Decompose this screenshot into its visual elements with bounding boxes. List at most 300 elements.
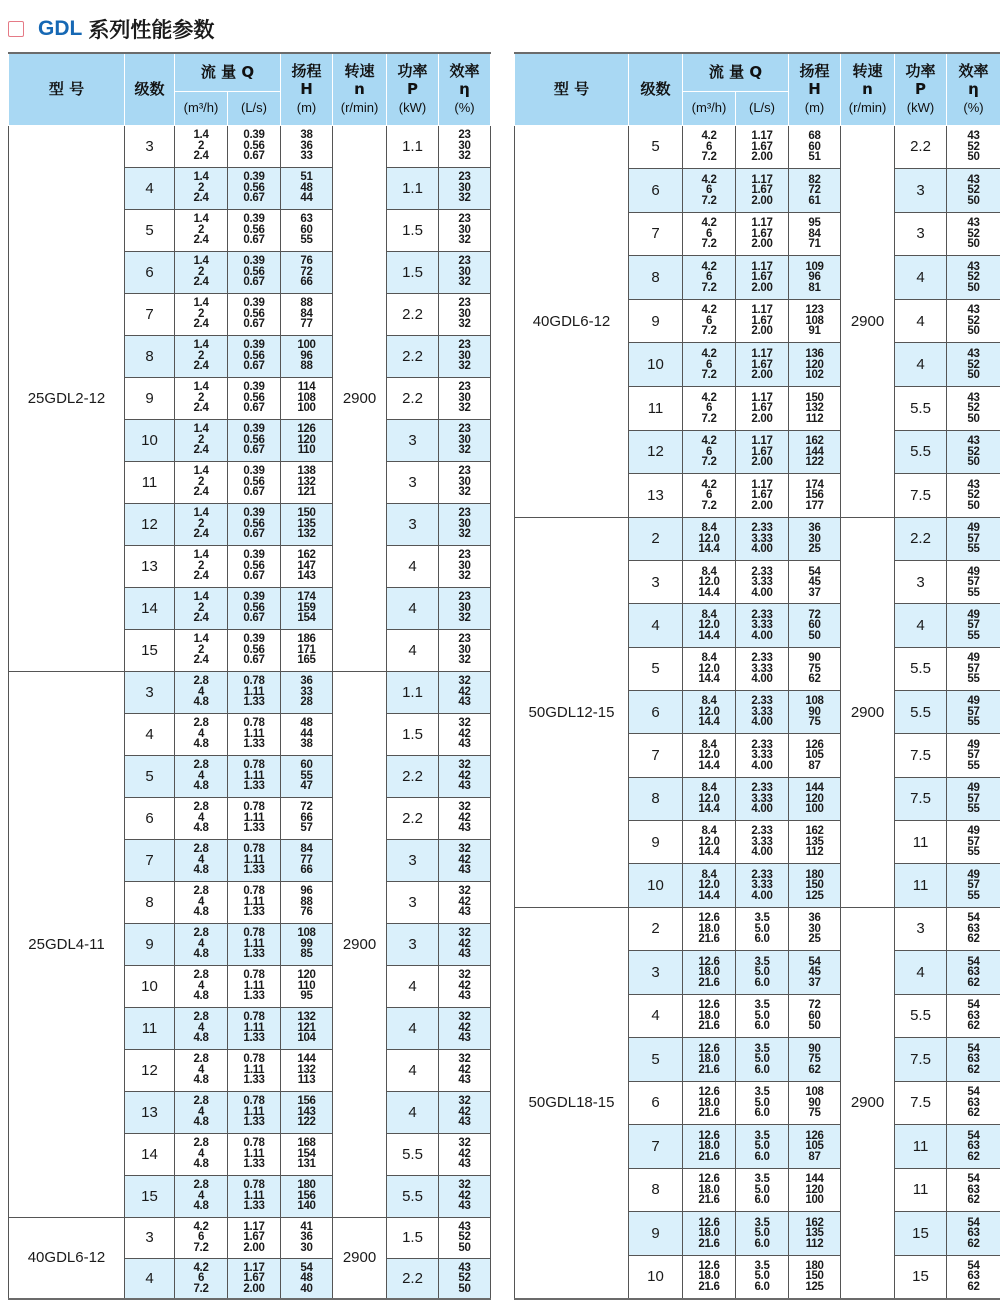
stages-cell: 5	[629, 1038, 683, 1082]
head-value: 105	[805, 749, 824, 762]
flow-ls-cell	[228, 839, 281, 881]
flow-m3h-value: 12.0	[698, 662, 720, 675]
efficiency-value: 63	[967, 1183, 980, 1196]
flow-m3h-cell	[683, 820, 736, 863]
efficiency-value: 55	[967, 846, 980, 859]
stages-cell: 7	[629, 734, 683, 777]
head-value: 108	[297, 927, 316, 940]
header-stages-text: 级数	[640, 80, 671, 99]
flow-m3h-value: 4.2	[701, 391, 717, 404]
header-eff-line: η	[459, 79, 470, 98]
head	[281, 172, 332, 204]
head-value: 132	[297, 1063, 316, 1076]
efficiency	[947, 1261, 1000, 1293]
head-value: 120	[805, 1183, 824, 1196]
speed-cell: 2900	[841, 517, 895, 907]
flow-ls-value: 0.67	[243, 234, 265, 247]
efficiency-value: 42	[458, 769, 471, 782]
head-value: 168	[297, 1137, 316, 1150]
efficiency	[947, 349, 1000, 381]
flow-ls-cell	[228, 167, 281, 209]
stages-cell: 10	[629, 1255, 683, 1299]
efficiency-value: 50	[967, 456, 980, 469]
flow-ls-value: 1.17	[751, 304, 773, 317]
flow-m3h-value: 2.8	[193, 927, 209, 940]
checkbox-square-icon	[8, 21, 24, 37]
flow-ls-value: 1.33	[243, 1032, 265, 1045]
flow-ls-value: 1.33	[243, 864, 265, 877]
efficiency	[439, 970, 490, 1002]
power-cell: 1.5	[387, 251, 439, 293]
flow-m3h-cell	[683, 604, 736, 647]
efficiency-value: 52	[458, 1231, 471, 1244]
head-value: 109	[805, 260, 824, 273]
flow-ls-cell	[228, 671, 281, 713]
flow-m3h-value: 7.2	[701, 151, 717, 164]
efficiency-cell	[439, 125, 491, 167]
flow-m3h-cell	[683, 256, 736, 300]
efficiency-cell	[439, 1007, 491, 1049]
flow-ls-value: 0.67	[243, 276, 265, 289]
table-row	[515, 125, 1000, 169]
flow-ls	[736, 783, 788, 815]
flow-ls-value: 2.00	[243, 1282, 265, 1295]
efficiency-value: 32	[458, 675, 471, 688]
flow-ls	[228, 550, 280, 582]
head-value: 48	[300, 717, 313, 730]
flow-ls-value: 5.0	[754, 1053, 770, 1066]
flow-m3h-cell	[683, 212, 736, 256]
head-value: 62	[808, 673, 821, 686]
flow-ls-value: 0.39	[243, 507, 265, 520]
flow-ls-value: 3.5	[754, 1042, 770, 1055]
efficiency-value: 23	[458, 423, 471, 436]
flow-m3h-value: 8.4	[701, 522, 717, 535]
head-value: 180	[805, 868, 824, 881]
head	[789, 826, 840, 858]
efficiency-value: 50	[967, 369, 980, 382]
head	[281, 424, 332, 456]
efficiency-value: 52	[967, 358, 980, 371]
head-value: 82	[808, 173, 821, 186]
head-cell	[789, 212, 841, 256]
efficiency	[439, 886, 490, 918]
head-cell	[281, 965, 333, 1007]
efficiency	[947, 1218, 1000, 1250]
title-text: 系列性能参数	[88, 18, 215, 42]
flow-m3h-cell	[175, 923, 228, 965]
head-cell	[789, 1081, 841, 1125]
head-value: 110	[297, 979, 316, 992]
flow-ls-value: 2.00	[751, 325, 773, 338]
head-value: 114	[297, 381, 316, 394]
power-cell: 3	[387, 461, 439, 503]
flow-ls-cell	[736, 994, 789, 1038]
flow-m3h-cell	[175, 209, 228, 251]
flow-ls-value: 0.39	[243, 297, 265, 310]
header-flow-ls	[228, 91, 281, 125]
head-value: 90	[808, 705, 821, 718]
stages-cell: 9	[629, 820, 683, 863]
flow-m3h	[683, 1044, 735, 1076]
flow-m3h-value: 6	[705, 402, 713, 415]
power-cell: 3	[387, 839, 439, 881]
flow-ls	[736, 1000, 788, 1032]
head-value: 50	[808, 629, 821, 642]
head-value: 44	[300, 192, 313, 205]
flow-m3h-value: 2	[197, 391, 205, 404]
efficiency-value: 54	[967, 1259, 980, 1272]
flow-m3h-value: 14.4	[698, 759, 720, 772]
efficiency-value: 32	[458, 717, 471, 730]
flow-m3h-value: 6	[705, 184, 713, 197]
flow-m3h-value: 2.4	[193, 528, 209, 541]
efficiency-value: 50	[967, 194, 980, 207]
flow-m3h	[175, 298, 227, 330]
flow-m3h	[175, 214, 227, 246]
flow-m3h-cell	[683, 734, 736, 777]
head	[281, 760, 332, 792]
head-value: 171	[297, 643, 316, 656]
head	[789, 913, 840, 945]
flow-m3h	[683, 131, 735, 163]
head	[789, 957, 840, 989]
flow-ls-cell	[228, 629, 281, 671]
head-value: 162	[805, 1216, 824, 1229]
flow-ls-value: 1.17	[751, 130, 773, 143]
efficiency-value: 52	[967, 140, 980, 153]
head-value: 144	[805, 445, 824, 458]
flow-ls-value: 1.11	[243, 685, 265, 698]
efficiency-cell	[947, 734, 1000, 777]
efficiency-value: 49	[967, 565, 980, 578]
efficiency-value: 49	[967, 868, 980, 881]
head-value: 143	[297, 1105, 316, 1118]
head-cell	[789, 864, 841, 907]
flow-m3h	[175, 970, 227, 1002]
flow-ls	[228, 592, 280, 624]
stages-cell: 9	[629, 1212, 683, 1256]
header-head-line: 扬程	[291, 61, 322, 80]
flow-m3h-value: 12.6	[698, 955, 720, 968]
flow-m3h-value: 8.4	[701, 565, 717, 578]
efficiency-value: 42	[458, 937, 471, 950]
efficiency-value: 63	[967, 1140, 980, 1153]
flow-ls-value: 1.33	[243, 990, 265, 1003]
power-cell: 7.5	[895, 474, 947, 518]
right-performance-table	[514, 52, 1000, 1300]
efficiency	[947, 913, 1000, 945]
head-cell	[281, 461, 333, 503]
flow-ls-cell	[736, 907, 789, 951]
flow-ls-value: 0.78	[243, 885, 265, 898]
flow-ls-value: 1.33	[243, 948, 265, 961]
header-stages	[125, 53, 175, 125]
efficiency-cell	[947, 994, 1000, 1038]
flow-ls-value: 3.33	[751, 792, 773, 805]
head-value: 95	[808, 217, 821, 230]
efficiency-value: 43	[458, 864, 471, 877]
efficiency-cell	[947, 1168, 1000, 1212]
flow-ls-value: 1.11	[243, 1147, 265, 1160]
flow-ls-value: 0.39	[243, 255, 265, 268]
head-value: 143	[297, 570, 316, 583]
efficiency-value: 52	[967, 489, 980, 502]
flow-m3h-value: 4.2	[701, 435, 717, 448]
head	[789, 1000, 840, 1032]
flow-m3h-value: 12.0	[698, 619, 720, 632]
power-cell: 2.2	[387, 335, 439, 377]
efficiency	[439, 1054, 490, 1086]
flow-m3h	[175, 844, 227, 876]
flow-ls-value: 1.33	[243, 1074, 265, 1087]
flow-m3h	[175, 1138, 227, 1170]
flow-m3h-value: 2.8	[193, 969, 209, 982]
flow-ls	[736, 1044, 788, 1076]
flow-m3h-cell	[175, 1049, 228, 1091]
power-cell: 1.5	[387, 1217, 439, 1258]
flow-ls-cell	[736, 430, 789, 474]
flow-ls-value: 1.33	[243, 1200, 265, 1213]
head-value: 120	[805, 358, 824, 371]
stages-cell: 9	[629, 299, 683, 343]
efficiency-value: 62	[967, 1194, 980, 1207]
flow-ls-value: 0.56	[243, 139, 265, 152]
efficiency	[439, 1096, 490, 1128]
flow-ls	[736, 436, 788, 468]
head	[281, 1054, 332, 1086]
efficiency-cell	[947, 474, 1000, 518]
head-cell	[281, 839, 333, 881]
flow-ls	[228, 1180, 280, 1212]
flow-ls-value: 3.5	[754, 1129, 770, 1142]
flow-ls-value: 0.56	[243, 601, 265, 614]
efficiency-value: 52	[967, 445, 980, 458]
head-value: 120	[805, 792, 824, 805]
flow-ls	[736, 262, 788, 294]
flow-ls-value: 1.11	[243, 853, 265, 866]
flow-m3h	[683, 826, 735, 858]
power-cell: 1.1	[387, 125, 439, 167]
flow-m3h-cell	[683, 691, 736, 734]
header-eff	[439, 53, 491, 125]
efficiency-value: 32	[458, 1137, 471, 1150]
efficiency	[947, 957, 1000, 989]
flow-ls-value: 0.78	[243, 759, 265, 772]
flow-m3h-value: 4.8	[193, 780, 209, 793]
flow-ls-value: 2.33	[751, 522, 773, 535]
header-eff-line: η	[968, 79, 979, 98]
flow-ls-value: 1.17	[751, 217, 773, 230]
stages-cell: 7	[125, 293, 175, 335]
efficiency-value: 43	[458, 696, 471, 709]
flow-m3h-cell	[175, 293, 228, 335]
flow-ls-value: 2.33	[751, 565, 773, 578]
efficiency-value: 43	[967, 217, 980, 230]
flow-m3h	[683, 1000, 735, 1032]
flow-ls-value: 6.0	[754, 1237, 770, 1250]
head	[281, 592, 332, 624]
flow-m3h-value: 21.6	[698, 1107, 720, 1120]
power-cell: 4	[387, 965, 439, 1007]
flow-m3h-value: 12.0	[698, 749, 720, 762]
power-cell: 5.5	[387, 1175, 439, 1217]
head-cell	[281, 713, 333, 755]
efficiency-cell	[439, 377, 491, 419]
flow-ls	[736, 870, 788, 902]
flow-ls-cell	[736, 1081, 789, 1125]
efficiency-value: 23	[458, 339, 471, 352]
efficiency-cell	[439, 923, 491, 965]
flow-m3h-value: 21.6	[698, 1150, 720, 1163]
flow-ls-value: 6.0	[754, 1063, 770, 1076]
flow-m3h-value: 4.2	[193, 1220, 209, 1233]
flow-m3h-value: 1.4	[193, 255, 209, 268]
efficiency-value: 32	[458, 759, 471, 772]
head-value: 77	[300, 318, 313, 331]
header-flow-m3h-text: (m³/h)	[691, 100, 727, 115]
head-value: 108	[805, 314, 824, 327]
head-value: 140	[297, 1200, 316, 1213]
flow-m3h	[683, 1087, 735, 1119]
efficiency-value: 55	[967, 803, 980, 816]
flow-m3h	[175, 1054, 227, 1086]
efficiency-value: 30	[458, 391, 471, 404]
flow-ls-value: 1.67	[751, 314, 773, 327]
flow-m3h-value: 7.2	[701, 238, 717, 251]
efficiency-cell	[947, 299, 1000, 343]
flow-m3h-value: 4	[197, 1189, 205, 1202]
efficiency-cell	[947, 169, 1000, 213]
efficiency-value: 32	[458, 1011, 471, 1024]
flow-ls-cell	[736, 1255, 789, 1299]
flow-m3h	[683, 349, 735, 381]
efficiency-cell	[439, 1049, 491, 1091]
flow-m3h-value: 14.4	[698, 716, 720, 729]
flow-ls-value: 6.0	[754, 1194, 770, 1207]
efficiency-value: 62	[967, 976, 980, 989]
flow-m3h-value: 12.0	[698, 879, 720, 892]
flow-ls-value: 1.17	[243, 1220, 265, 1233]
head-value: 150	[805, 879, 824, 892]
efficiency-value: 55	[967, 629, 980, 642]
flow-ls-value: 3.33	[751, 749, 773, 762]
head-value: 72	[300, 801, 313, 814]
flow-ls-value: 1.17	[751, 435, 773, 448]
efficiency-value: 50	[458, 1241, 471, 1254]
table-row	[515, 517, 1000, 560]
efficiency-value: 55	[967, 889, 980, 902]
efficiency-value: 62	[967, 1063, 980, 1076]
head-value: 50	[808, 1020, 821, 1033]
flow-m3h-value: 1.4	[193, 465, 209, 478]
efficiency-cell	[947, 820, 1000, 863]
header-power-line: P	[407, 79, 419, 98]
efficiency-cell	[439, 587, 491, 629]
header-power-line: P	[915, 79, 927, 98]
efficiency-value: 63	[967, 966, 980, 979]
speed-cell: 2900	[333, 125, 387, 671]
flow-ls-cell	[736, 1168, 789, 1212]
efficiency-cell	[947, 561, 1000, 604]
flow-ls-value: 2.00	[751, 456, 773, 469]
flow-m3h-value: 12.0	[698, 792, 720, 805]
flow-m3h-cell	[175, 965, 228, 1007]
head-value: 37	[808, 586, 821, 599]
flow-m3h-value: 4.8	[193, 1200, 209, 1213]
stages-cell: 5	[125, 755, 175, 797]
flow-ls	[736, 653, 788, 685]
flow-ls	[736, 480, 788, 512]
head-value: 60	[808, 619, 821, 632]
flow-m3h-value: 12.6	[698, 999, 720, 1012]
flow-m3h-value: 14.4	[698, 543, 720, 556]
flow-m3h	[683, 523, 735, 555]
efficiency-cell	[947, 343, 1000, 387]
header-eff-line: (%)	[963, 99, 984, 115]
stages-cell: 4	[125, 167, 175, 209]
flow-m3h-cell	[175, 545, 228, 587]
flow-m3h-value: 7.2	[701, 412, 717, 425]
flow-m3h-value: 4	[197, 685, 205, 698]
flow-ls-value: 0.67	[243, 612, 265, 625]
stages-cell: 3	[125, 671, 175, 713]
head	[281, 1012, 332, 1044]
efficiency-value: 32	[458, 1053, 471, 1066]
efficiency-value: 32	[458, 969, 471, 982]
efficiency-cell	[947, 1038, 1000, 1082]
head-value: 33	[300, 685, 313, 698]
stages-cell: 8	[125, 881, 175, 923]
flow-ls	[228, 1222, 280, 1254]
flow-ls-value: 1.11	[243, 1063, 265, 1076]
flow-ls	[228, 340, 280, 372]
efficiency	[439, 718, 490, 750]
flow-m3h-value: 18.0	[698, 1096, 720, 1109]
header-stages	[629, 53, 683, 125]
flow-m3h-value: 4.8	[193, 990, 209, 1003]
flow-m3h	[683, 1261, 735, 1293]
flow-ls	[228, 1012, 280, 1044]
power-cell: 7.5	[895, 1081, 947, 1125]
head-cell	[789, 820, 841, 863]
head-value: 96	[808, 271, 821, 284]
head-value: 33	[300, 150, 313, 163]
power-cell: 2.2	[387, 293, 439, 335]
efficiency-cell	[947, 125, 1000, 169]
model-cell: 25GDL4-11	[9, 671, 125, 1217]
stages-cell: 8	[629, 777, 683, 820]
flow-ls-value: 3.5	[754, 955, 770, 968]
head-value: 48	[300, 181, 313, 194]
flow-m3h-value: 4.8	[193, 906, 209, 919]
head-value: 87	[808, 759, 821, 772]
flow-m3h-value: 1.4	[193, 423, 209, 436]
efficiency-cell	[947, 604, 1000, 647]
stages-cell: 8	[629, 1168, 683, 1212]
flow-m3h-value: 2.8	[193, 801, 209, 814]
efficiency-value: 49	[967, 738, 980, 751]
flow-m3h-value: 6	[705, 140, 713, 153]
efficiency-value: 57	[967, 662, 980, 675]
head-value: 28	[300, 696, 313, 709]
power-cell: 5.5	[895, 691, 947, 734]
head-cell	[789, 734, 841, 777]
flow-m3h-cell	[683, 907, 736, 951]
efficiency-cell	[439, 251, 491, 293]
head-value: 174	[805, 478, 824, 491]
flow-m3h-value: 2.8	[193, 1011, 209, 1024]
